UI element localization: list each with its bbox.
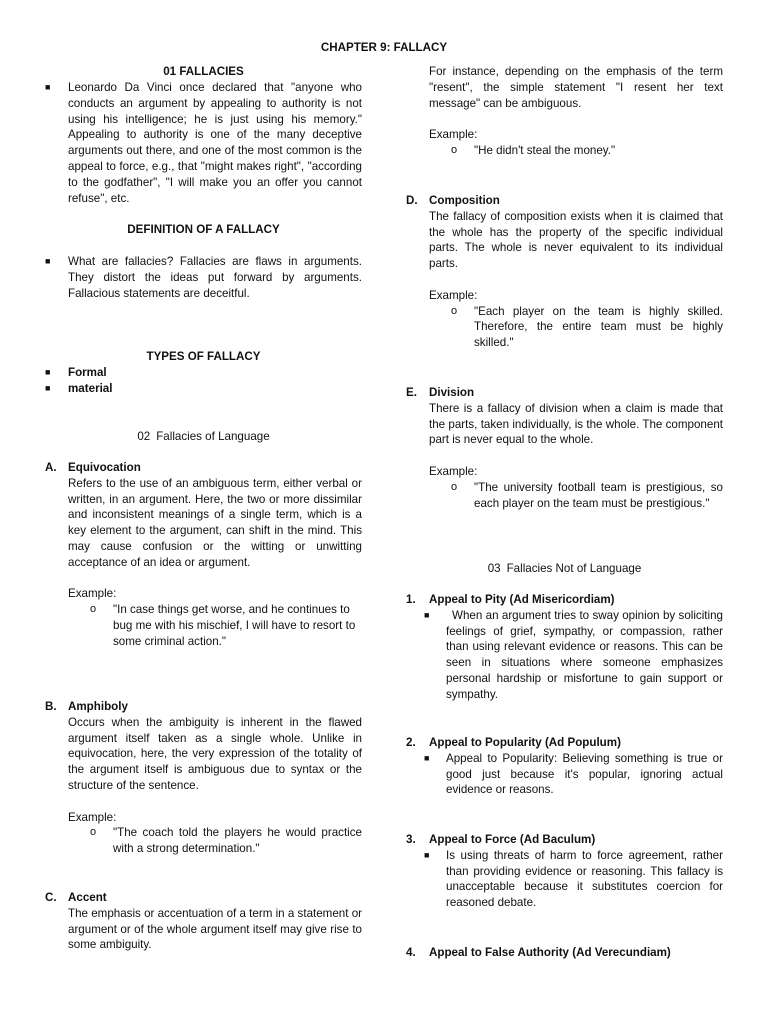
square-bullet-icon: ■	[424, 752, 430, 763]
square-bullet-icon: ■	[45, 82, 51, 92]
bullet-item	[424, 848, 723, 911]
example-text: "The coach told the players he would practice with a strong determination."	[113, 826, 362, 856]
item-label: E.	[406, 386, 417, 399]
item-body: For instance, depending on the emphasis of the term "resent", the simple statement "I resent her text message" can be ambiguous.	[429, 65, 723, 110]
example-text: "In case things get worse, and he continues to bug me with his mischief, I will have to resort to some criminal action."	[113, 603, 356, 648]
item-title: Appeal to Popularity (Ad Populum)	[429, 736, 621, 749]
types-list	[45, 365, 362, 397]
example-label: Example:	[68, 587, 117, 601]
item-title: Appeal to Force (Ad Baculum)	[429, 833, 596, 846]
heading-02-fallacies-of-language	[45, 429, 362, 445]
item-title: Equivocation	[68, 461, 141, 474]
item-title: Amphiboly	[68, 700, 128, 713]
example-item	[68, 825, 362, 857]
bullet-text: Is using threats of harm to force agreement, rather than providing evidence or reasoning. This fallacy is unacceptable because it substitutes coercion for reasoned debate.	[446, 848, 723, 910]
heading-03-fallacies-not-of-language	[406, 561, 723, 577]
item-appeal-to-force	[406, 832, 723, 911]
section-number: 02	[137, 430, 151, 443]
bullet-text: What are fallacies? Fallacies are flaws in arguments. They distort the ideas put forward by arguments. Fallacious statements are deceitful.	[68, 255, 362, 300]
item-label: D.	[406, 194, 418, 207]
example-item	[429, 143, 723, 159]
item-body: There is a fallacy of division when a claim is made that the parts, taken individually, is the whole. The component part is never equal to the whole.	[429, 401, 723, 447]
item-number: 3.	[406, 833, 416, 846]
square-bullet-icon: ■	[424, 609, 430, 620]
heading-definition: DEFINITION OF A FALLACY	[127, 223, 280, 236]
item-title: Accent	[68, 891, 107, 904]
item-body: The fallacy of composition exists when it is claimed that the whole has the property of the specific individual parts. The whole is never equivalent to its individual parts.	[429, 209, 723, 271]
example-text: "Each player on the team is highly skilled. Therefore, the entire team must be highly skilled."	[474, 304, 723, 350]
bullet-text: When an argument tries to sway opinion by soliciting feelings of grief, sympathy, or compassion, rather than using relevant evidence or reasons. This can be seen in situations where someone emphasizes personal hardship or misfortune to gain support or sympathy.	[446, 608, 723, 701]
example-item	[429, 304, 723, 351]
example-label: Example:	[429, 128, 478, 142]
item-appeal-to-pity	[406, 592, 723, 703]
bullet-item	[45, 80, 362, 206]
item-amphiboly	[45, 699, 362, 857]
item-label: B.	[45, 700, 57, 713]
item-title: Composition	[429, 194, 500, 207]
circle-bullet-icon: o	[90, 603, 97, 616]
bullet-text: Leonardo Da Vinci once declared that "anyone who conducts an argument by appealing to authority is not using his intelligence; he is just using his memory." Appealing to authority is one of the many deceptive arguments out there, and one of the most common is the appeal to force, e.g., that "might makes right", "according to the godfather", "I will make you an offer you cannot refuse", etc.	[68, 81, 362, 205]
item-equivocation	[45, 460, 362, 650]
example-text: "He didn't steal the money."	[474, 143, 616, 157]
example-label: Example:	[429, 464, 478, 478]
item-body: The emphasis or accentuation of a term in a statement or argument or of the whole argument itself may give rise to some ambiguity.	[68, 906, 362, 952]
example-label: Example:	[429, 288, 478, 302]
item-label: A.	[45, 461, 57, 474]
circle-bullet-icon: o	[451, 143, 458, 156]
item-body: Occurs when the ambiguity is inherent in the flawed argument itself taken as a single whole. Unlike in equivocation, here, the very expression of the totality of the argument itself is ambiguous due to syntax or the structure of the sentence.	[68, 715, 362, 792]
item-number: 4.	[406, 946, 416, 959]
list-item	[45, 381, 362, 397]
type-formal: Formal	[68, 366, 107, 379]
item-composition	[406, 193, 723, 351]
page-title: CHAPTER 9: FALLACY	[320, 41, 448, 54]
bullet-item	[424, 751, 723, 798]
circle-bullet-icon: o	[451, 480, 458, 493]
section-number: 03	[487, 562, 501, 575]
item-title: Appeal to False Authority (Ad Verecundiam)	[429, 946, 671, 959]
item-body: Refers to the use of an ambiguous term, either verbal or written, in an argument. Here, the two or more dissimilar and inconsistent meanings of a single term, which is a key element to the argument, can shift in the mind. This may cause confusion or the witting or unwitting acceptance of an idea or argument.	[68, 476, 362, 569]
item-accent	[45, 890, 362, 953]
bullet-text: Appeal to Popularity: Believing something is true or good just because it's popular, ignoring actual evidence or reasons.	[446, 751, 723, 797]
example-item	[68, 602, 362, 649]
type-material: material	[68, 382, 113, 395]
square-bullet-icon: ■	[45, 367, 51, 377]
section-title: Fallacies Not of Language	[506, 562, 642, 575]
item-appeal-to-false-authority	[406, 945, 723, 961]
bullet-item	[45, 254, 362, 301]
accent-continued	[406, 64, 723, 159]
item-title: Appeal to Pity (Ad Misericordiam)	[429, 593, 615, 606]
item-title: Division	[429, 386, 475, 399]
item-division	[406, 385, 723, 511]
square-bullet-icon: ■	[45, 256, 51, 266]
bullet-item	[424, 608, 723, 703]
list-item	[45, 365, 362, 381]
item-number: 2.	[406, 736, 416, 749]
heading-01-fallacies: 01 FALLACIES	[163, 65, 244, 78]
circle-bullet-icon: o	[90, 826, 97, 839]
example-label: Example:	[68, 810, 117, 824]
heading-types: TYPES OF FALLACY	[146, 350, 261, 363]
square-bullet-icon: ■	[45, 383, 51, 393]
item-appeal-to-popularity	[406, 735, 723, 798]
example-text: "The university football team is prestigious, so each player on the team must be prestigious."	[474, 480, 723, 510]
item-label: C.	[45, 891, 57, 904]
example-item	[429, 480, 723, 512]
section-title: Fallacies of Language	[156, 430, 270, 443]
item-number: 1.	[406, 593, 416, 606]
square-bullet-icon: ■	[424, 849, 430, 860]
circle-bullet-icon: o	[451, 304, 458, 317]
